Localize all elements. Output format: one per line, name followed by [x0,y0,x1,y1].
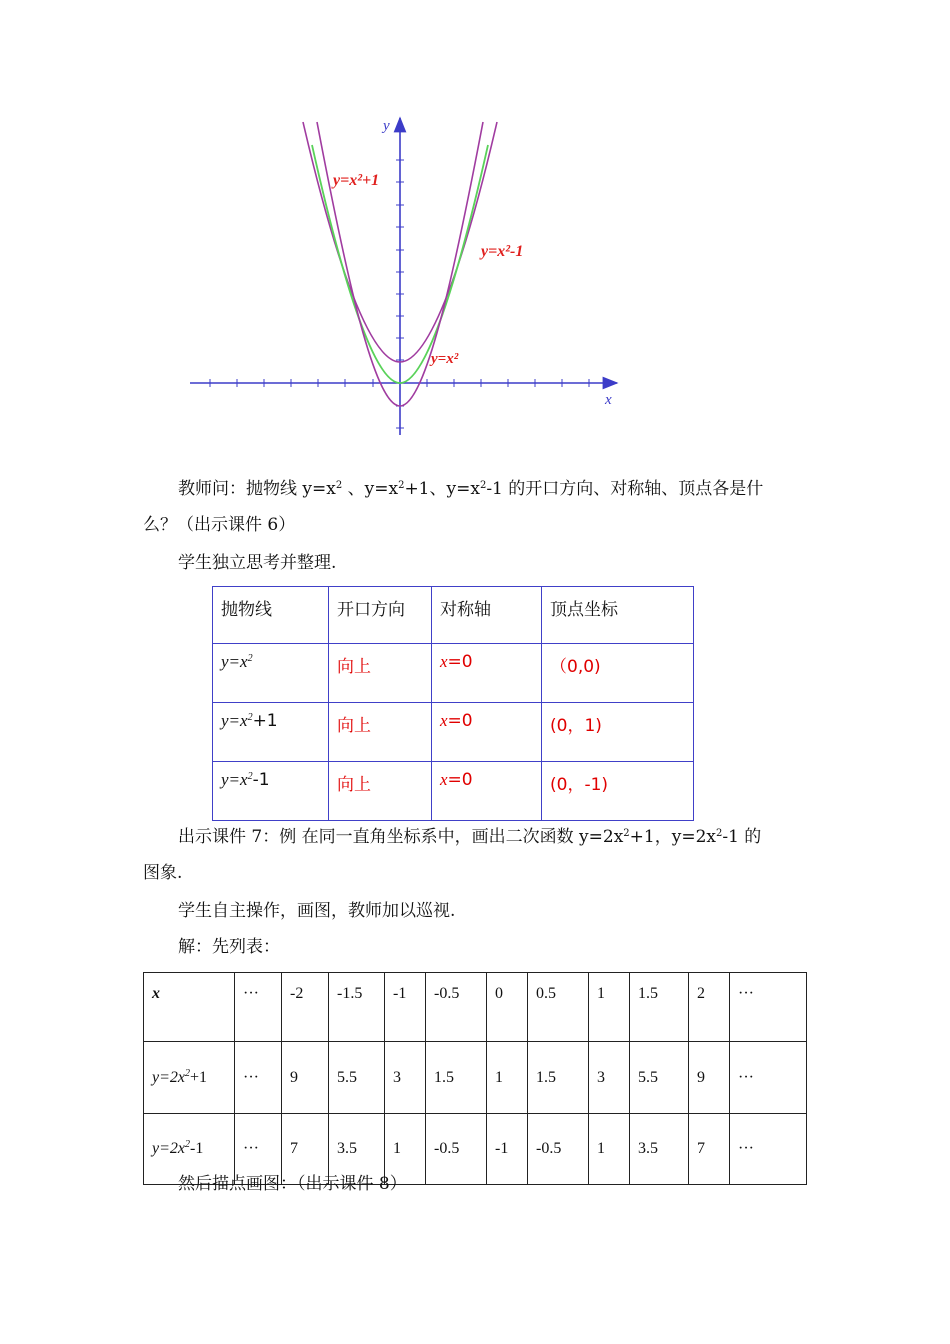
parabola-properties-table [212,586,694,821]
label-y-x2: y=x² [431,351,459,367]
parabola-graph [185,110,625,440]
student-think: 学生独立思考并整理. [178,553,337,573]
cell: 9 [282,1042,329,1114]
solution-intro: 解：先列表： [178,937,280,957]
cell: 3 [589,1042,630,1114]
cell: -1 [385,973,426,1042]
table-row-x [144,973,807,1042]
cell-axis: x=0 [432,762,542,821]
cell: ··· [730,1042,807,1114]
table-header-row [213,587,694,644]
row-label-y-minus: $y=2x^2-1$ [144,1114,235,1185]
label-y-x2-minus-1: y=x²-1 [481,243,524,260]
y-axis-label: y [383,118,390,134]
cell: -0.5 [528,1114,589,1185]
cell: 5.5 [630,1042,689,1114]
teacher-question-line2: 么？（出示课件 6） [143,515,296,535]
cell: 1 [487,1042,528,1114]
cell-direction: 向上 [329,762,432,821]
cell: 7 [689,1114,730,1185]
cell: -2 [282,973,329,1042]
cell-vertex: （0,0) [542,644,694,703]
cell: 1 [589,1114,630,1185]
row-label-x: x [144,973,235,1042]
cell: ··· [235,973,282,1042]
row-label-y-plus: $y=2x^2+1$ [144,1042,235,1114]
cell-direction: 向上 [329,644,432,703]
student-operate: 学生自主操作，画图，教师加以巡视. [178,901,456,921]
header-direction: 开口方向 [329,587,432,644]
cell-formula: $y=x^2+1$ [213,703,329,762]
example-prompt: 出示课件 7：例 在同一直角坐标系中，画出二次函数 $y=2x^2+1$，$y=2x^2-1$ 的 [178,827,762,847]
cell: 3 [385,1042,426,1114]
value-table [143,972,807,1185]
cell: 1.5 [528,1042,589,1114]
cell: 2 [689,973,730,1042]
cell-axis: x=0 [432,644,542,703]
cell: -0.5 [426,973,487,1042]
cell: 0 [487,973,528,1042]
header-axis: 对称轴 [432,587,542,644]
cell-formula: $y=x^2$ [213,644,329,703]
cell: 3.5 [329,1114,385,1185]
cell: 0.5 [528,973,589,1042]
label-y-x2-plus-1: y=x²+1 [333,172,380,189]
x-axis-label: x [605,392,612,408]
plot-instruction: 然后描点画图：（出示课件 8） [178,1174,407,1194]
cell: 1 [589,973,630,1042]
cell: -0.5 [426,1114,487,1185]
header-vertex: 顶点坐标 [542,587,694,644]
cell: 5.5 [329,1042,385,1114]
cell: 7 [282,1114,329,1185]
cell-vertex: (0，1) [542,703,694,762]
table-row [213,644,694,703]
cell: 1.5 [426,1042,487,1114]
cell: 1 [385,1114,426,1185]
cell: 3.5 [630,1114,689,1185]
header-parabola: 抛物线 [213,587,329,644]
cell: -1.5 [329,973,385,1042]
table-row [213,703,694,762]
example-prompt-line2: 图象. [143,863,183,883]
cell: ··· [730,973,807,1042]
cell-formula: $y=x^2-1$ [213,762,329,821]
cell: ··· [730,1114,807,1185]
cell: ··· [235,1042,282,1114]
teacher-question: 教师问：抛物线 $y=x^2$ 、$y=x^2+1$、$y=x^2-1$ 的开口方向、对称轴、顶点各是什 [178,479,764,499]
cell-axis: x=0 [432,703,542,762]
cell-vertex: (0，-1) [542,762,694,821]
table-row [213,762,694,821]
cell: ··· [235,1114,282,1185]
cell: -1 [487,1114,528,1185]
cell-direction: 向上 [329,703,432,762]
cell: 9 [689,1042,730,1114]
table-row-y-plus [144,1042,807,1114]
cell: 1.5 [630,973,689,1042]
